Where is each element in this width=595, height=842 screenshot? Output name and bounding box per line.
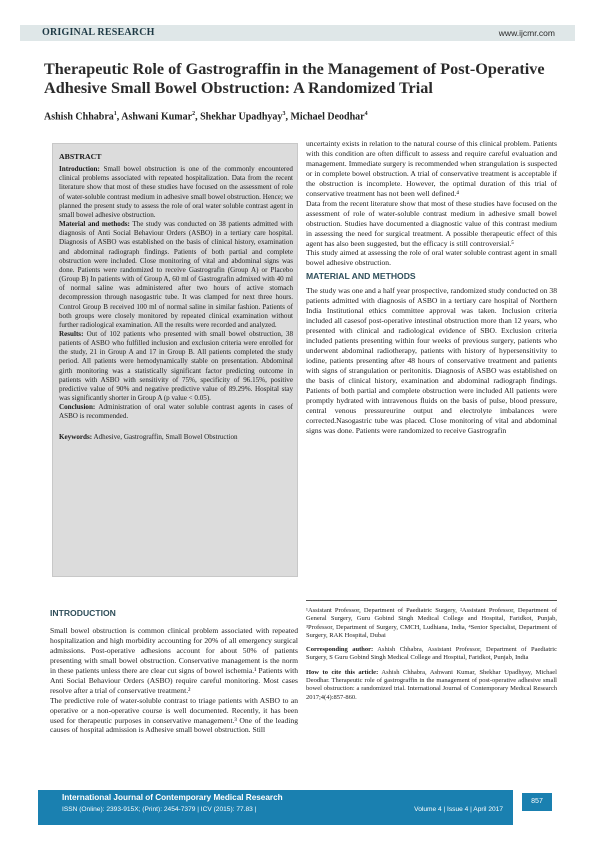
volume-info: Volume 4 | Issue 4 | April 2017 [414, 806, 503, 813]
author-name: Ashish Chhabra [44, 111, 114, 123]
footnote-divider [306, 600, 557, 601]
author-affiliations: ¹Assistant Professor, Department of Paediatric Surgery, ²Assistant Professor, Department of General Surgery, Guru Gobind Singh Medical College and Hospital, Faridkot, Punjab, ³Professor, Department of Surgery, CMCH, Ludhiana, India, ⁴Senior Specialist, Department of Surgery, RAK Hospital, Dubai [306, 607, 557, 639]
methods-paragraph: The study was one and a half year prospective, randomized study conducted on 38 patients admitted with diagnosis of ASBO in a tertiary care hospital of Northern India Institutional ethics committee approval was taken. Inclusion criteria included all casesof post-operative intestinal obstruction more than 12 years, who presented with clinical and radiological evidence of SBO. Exclusion criteria included patients presenting within four weeks of previous surgery, patients who underwent abdominal radiotherapy, patients with history of hypersensitivity to iodine, patients presenting after 48 hours of conservative treatment and patients with signs of strangulation or peritonitis. Diagnosis of ASBO was established on the basis of clinical history, examination and abdominal radiograph findings. Patients of both partial and complete obstruction were included All patients were promptly hydrated with intravenous fluids on the basis of pulse, blood pressure, central venous pressureurine output and electrolyte imbalances were corrected.Nasogastric tube was placed. Close monitoring of vital and abdominal signs was done. Patients were randomized to receive Gastrografin [306, 286, 557, 435]
citation-label: How to cite this article: [306, 668, 379, 676]
abstract-heading: ABSTRACT [59, 152, 102, 161]
body-paragraph: This study aimed at assessing the role of oral water soluble contrast agent in small bowel adhesive obstruction. [306, 248, 557, 268]
citation-note [306, 669, 557, 702]
journal-website[interactable]: www.ijcmr.com [498, 28, 555, 38]
right-column-body [306, 139, 557, 436]
corresponding-author-text: Ashish Chhabra, Assistant Professor, Department of Paediatric Surgery, S Guru Gobind Singh Medical College and Hospital, Faridkot, Punjab, India [306, 646, 557, 662]
author-affiliation-mark: 2 [192, 111, 196, 117]
corresponding-author-label: Corresponding author: [306, 646, 374, 654]
introduction-paragraph: Small bowel obstruction is common clinical problem associated with repeated hospitalization and high morbidity accounting for 20% of all emergency surgical admissions. Post-operative adhesions account for about 50% of patients presenting with small bowel obstruction. Conservative management is the norm in these patients unless there are clear cut signs of bowel ischemia.¹ Patients with Anti Social Behaviour Orders (ASBO) require careful monitoring. Most cases resolve after a trial of conservative treatment.² [50, 625, 298, 695]
issn-info: ISSN (Online): 2393-915X; (Print): 2454-7379 | ICV (2015): 77.83 | [62, 806, 257, 813]
abstract-conclusion [59, 403, 293, 421]
section-tag: ORIGINAL RESEARCH [42, 27, 155, 38]
abstract-methods [59, 220, 293, 330]
author-list: Ashish Chhabra$^1$, Ashwani Kumar$^2$, Shekhar Upadhyay$^3$, Michael Deodhar$^4$ [44, 111, 368, 123]
header-band [20, 25, 575, 41]
body-paragraph: uncertainty exists in relation to the natural course of this clinical problem. Patients with this condition are often difficult to assess and require careful evaluation and management. Immediate surgery is recommended when strangulation is suspected or in complete bowel obstruction. A trial of conservative treatment is acceptable if the obstruction is incomplete. However, the optimal duration of this trial of conservative treatment has not been well defined.⁴ [306, 139, 557, 198]
corresponding-author [306, 646, 557, 663]
methods-heading: MATERIAL AND METHODS [306, 271, 416, 282]
introduction-heading: INTRODUCTION [50, 608, 116, 618]
abstract-introduction-text: Small bowel obstruction is one of the commonly encountered clinical problems associated with repeated hospitalization. Data from the recent literature show that most of these studies have focused on the assessment of role of water-soluble contrast medium in adhesive small bowel obstruction. Hence; we planned the present study to assess the role of oral water soluble contrast agent in small bowel adhesive obstruction. [59, 165, 293, 219]
abstract-introduction [59, 165, 293, 220]
introduction-paragraph: The predictive role of water-soluble contrast to triage patients with ASBO to an operative or a non-operative course is well documented. Recently, it has been used for therapeutic purposes in conservative management.³ One of the leading causes of hospital admission is Adhesive small bowel obstruction. Still [50, 695, 298, 735]
abstract-keywords [59, 433, 293, 442]
abstract-conclusion-text: Administration of oral water soluble contrast agents in cases of ASBO is recommended. [59, 403, 293, 421]
abstract-methods-text: The study was conducted on 38 patients admitted with diagnosis of Anti Social Behaviour Orders (ASBO) in a tertiary care hospital. Diagnosis of ASBO was established on the basis of clinical history, examination and abdominal radiograph findings. Patients of both partial and complete obstruction were included. Close monitoring of vital and abdominal signs was done. Patients were randomized to receive Gastrografin (Group A) or Placebo (Group B) In patients with of Group A, 60 ml of Gastrografin admixed with 40 ml of normal saline was administered after two hours of active stomach decompression through nasogastric tube. It was clamped for next three hours. Control Group B received 100 ml of normal saline in similar fashion. Patients of both groups were closely monitored by repeated clinical examination without further radiological examination. All the results were recorded and analyzed. [59, 220, 293, 329]
page-number: 857 [522, 793, 552, 811]
abstract-box [52, 143, 298, 577]
abstract-introduction-label: Introduction: [59, 165, 100, 174]
author-name: Ashwani Kumar [121, 111, 193, 123]
author-affiliation-mark: 3 [282, 111, 286, 117]
article-title: Therapeutic Role of Gastrograffin in the Management of Post-Operative Adhesive Small Bowel Obstruction: A Randomized Trial [44, 60, 545, 97]
author-affiliation-mark: 4 [364, 111, 368, 117]
abstract-results-text: Out of 102 patients who presented with small bowel obstruction, 38 patients of ASBO who fulfilled inclusion and exclusion criteria were enrolled for the study, 21 in Group A and 17 in Group B. All patients completed the study period. All patients were hemodynamically stable on presentation. Abdominal girth monitoring was a statistically significant factor predicting outcome in patients with ASBO with sensitivity of 75%, specificity of 96.15%, positive predictive value of 90% and negative predictive value of 89.29%. Hospital stay was significantly shorter in Group A (p value < 0.05). [59, 329, 293, 403]
abstract-results-label: Results: [59, 329, 84, 338]
abstract-keywords-text: Adhesive, Gastrograffin, Small Bowel Obstruction [93, 432, 238, 441]
introduction-section [50, 609, 298, 735]
citation-text: Ashish Chhabra, Ashwani Kumar, Shekhar Upadhyay, Michael Deodhar. Therapeutic role of gastrograffin in the management of post-operative adhesive small bowel obstruction: a randomized trial. International Journal of Contemporary Medical Research 2017;4(4):857-860. [306, 668, 557, 701]
author-affiliation-mark: 1 [113, 111, 117, 117]
author-name: Michael Deodhar [290, 111, 365, 123]
footer-band [38, 790, 513, 825]
abstract-methods-label: Material and methods: [59, 220, 130, 229]
author-name: Shekhar Upadhyay [200, 111, 283, 123]
abstract-conclusion-label: Conclusion: [59, 403, 96, 412]
abstract-content [59, 152, 293, 442]
abstract-keywords-label: Keywords: [59, 432, 93, 441]
footnotes [306, 607, 557, 708]
body-paragraph: Data from the recent literature show that most of these studies have focused on the assessment of role of water-soluble contrast medium in adhesive small bowel obstruction. Studies have documented a diagnostic value of this contrast medium in assessing the need for surgical treatment. A possible therapeutic effect of this agent has also been suggested, but the efficacy is still controversial.⁵ [306, 198, 557, 248]
abstract-results [59, 330, 293, 403]
journal-name: International Journal of Contemporary Medical Research [62, 793, 283, 802]
